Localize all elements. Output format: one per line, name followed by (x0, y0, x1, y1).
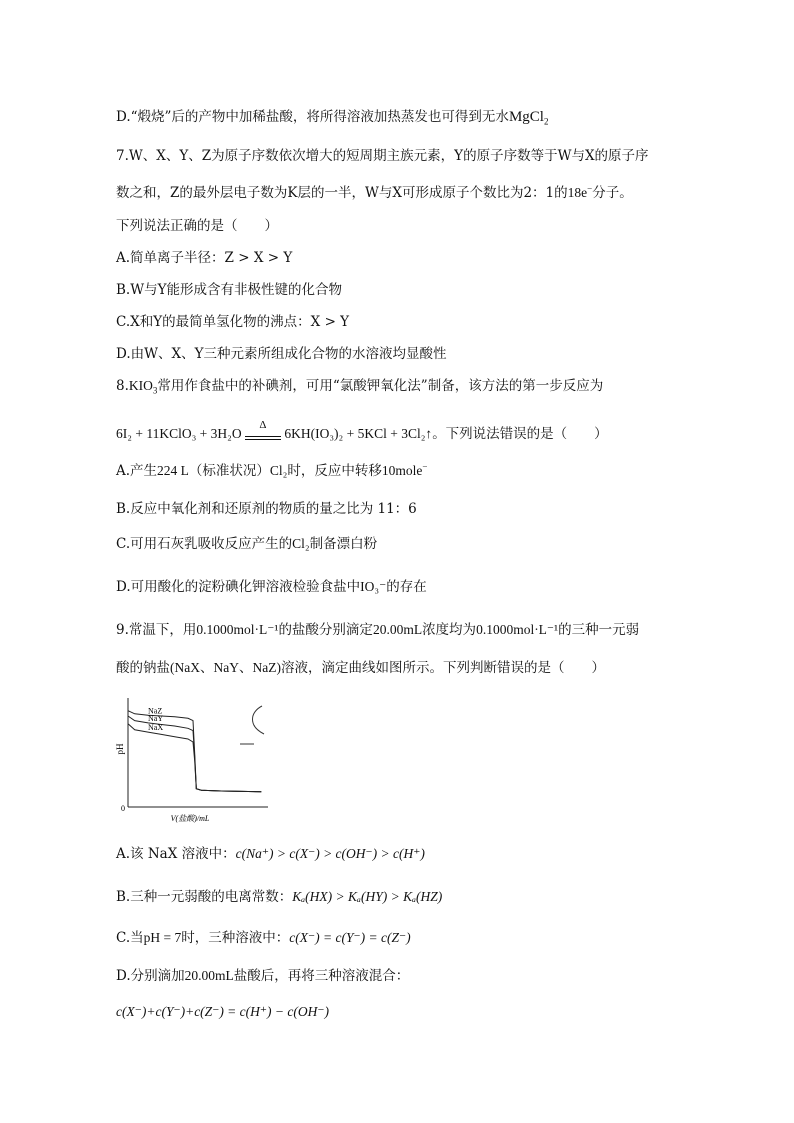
q9-stem-line1: 9.常温下，用0.1000mol·L⁻¹的盐酸分别滴定20.00mL浓度均为0.1000mol·L⁻¹的三种一元弱 (116, 622, 640, 638)
q7-option-d: D.由W、X、Y三种元素所组成化合物的水溶液均显酸性 (116, 346, 447, 362)
y-axis-label: pH (115, 743, 125, 755)
q7-stem-line2: 数之和，Z的最外层电子数为K层的一半，W与X可形成原子个数比为2：1的18e−分子。 (116, 183, 633, 201)
q8-stem-line1: $8.KIO_3$常用作食盐中的补碘剂，可用“氯酸钾氧化法”制备，该方法的第一步反应为 (116, 378, 604, 396)
q8-option-a: A.产生224 L（标准状况）Cl₂时，反应中转移10mole− (116, 461, 428, 479)
q9-option-a: A.该 NaX 溶液中：c(Na⁺) > c(X⁻) > c(OH⁻) > c(H⁺) (116, 846, 425, 862)
q9-option-d-line1: D.分别滴加20.00mL盐酸后，再将三种溶液混合： (116, 968, 410, 984)
q7-option-c: C.X和Y的最简单氢化物的沸点：X > Y (116, 314, 350, 330)
partial-figure-fragment (236, 704, 268, 748)
q7-stem-line3: 下列说法正确的是（ ） (116, 218, 278, 234)
q6-option-d: D.“煅烧”后的产物中加稀盐酸，将所得溶液加热蒸发也可得到无水MgCl$_2$ (116, 109, 549, 127)
q9-option-b: B.三种一元弱酸的电离常数：Kₐ(HX) > Kₐ(HY) > Kₐ(HZ) (116, 889, 443, 905)
q7-option-a: A.简单离子半径：Z > X > Y (116, 250, 293, 266)
q7-option-b: B.W与Y能形成含有非极性键的化合物 (116, 282, 342, 298)
equation-left: 6I₂ + 11KClO₃ + 3H₂O (116, 426, 242, 441)
series-label-nax: NaX (148, 723, 164, 733)
q9-stem-line2: 酸的钠盐(NaX、NaY、NaZ)溶液，滴定曲线如图所示。下列判断错误的是（ ） (116, 660, 605, 676)
series-label-nay: NaY (148, 713, 164, 723)
heat-condition: Δ (259, 418, 267, 431)
q7-stem-line1: 7.W、X、Y、Z为原子序数依次增大的短周期主族元素，Y的原子序数等于W与X的原子序 (116, 148, 649, 164)
q8-option-c: C.可用石灰乳吸收反应产生的Cl₂制备漂白粉 (116, 536, 378, 552)
equation-right: 6KH(IO₃)₂ + 5KCl + 3Cl₂↑ (284, 426, 433, 441)
series-label-naz: NaZ (148, 706, 163, 716)
q9-option-d-line2: c(X⁻)+c(Y⁻)+c(Z⁻) = c(H⁺) − c(OH⁻) (116, 1004, 329, 1019)
q9-option-c: C.当pH = 7时，三种溶液中：c(X⁻) = c(Y⁻) = c(Z⁻) (116, 930, 411, 946)
equation-arrow (245, 418, 281, 440)
x-axis-label: V(盐酸)/mL (170, 814, 210, 823)
q8-equation-line: 6I₂ + 11KClO₃ + 3H₂O Δ 6KH(IO₃)₂ + 5KCl + 3Cl₂↑。下列说法错误的是（ ） (116, 424, 608, 444)
q8-option-b: B.反应中氧化剂和还原剂的物质的量之比为 11：6 (116, 501, 417, 517)
origin-label: 0 (121, 804, 125, 813)
q8-option-d: D.可用酸化的淀粉碘化钾溶液检验食盐中IO₃⁻的存在 (116, 579, 427, 595)
